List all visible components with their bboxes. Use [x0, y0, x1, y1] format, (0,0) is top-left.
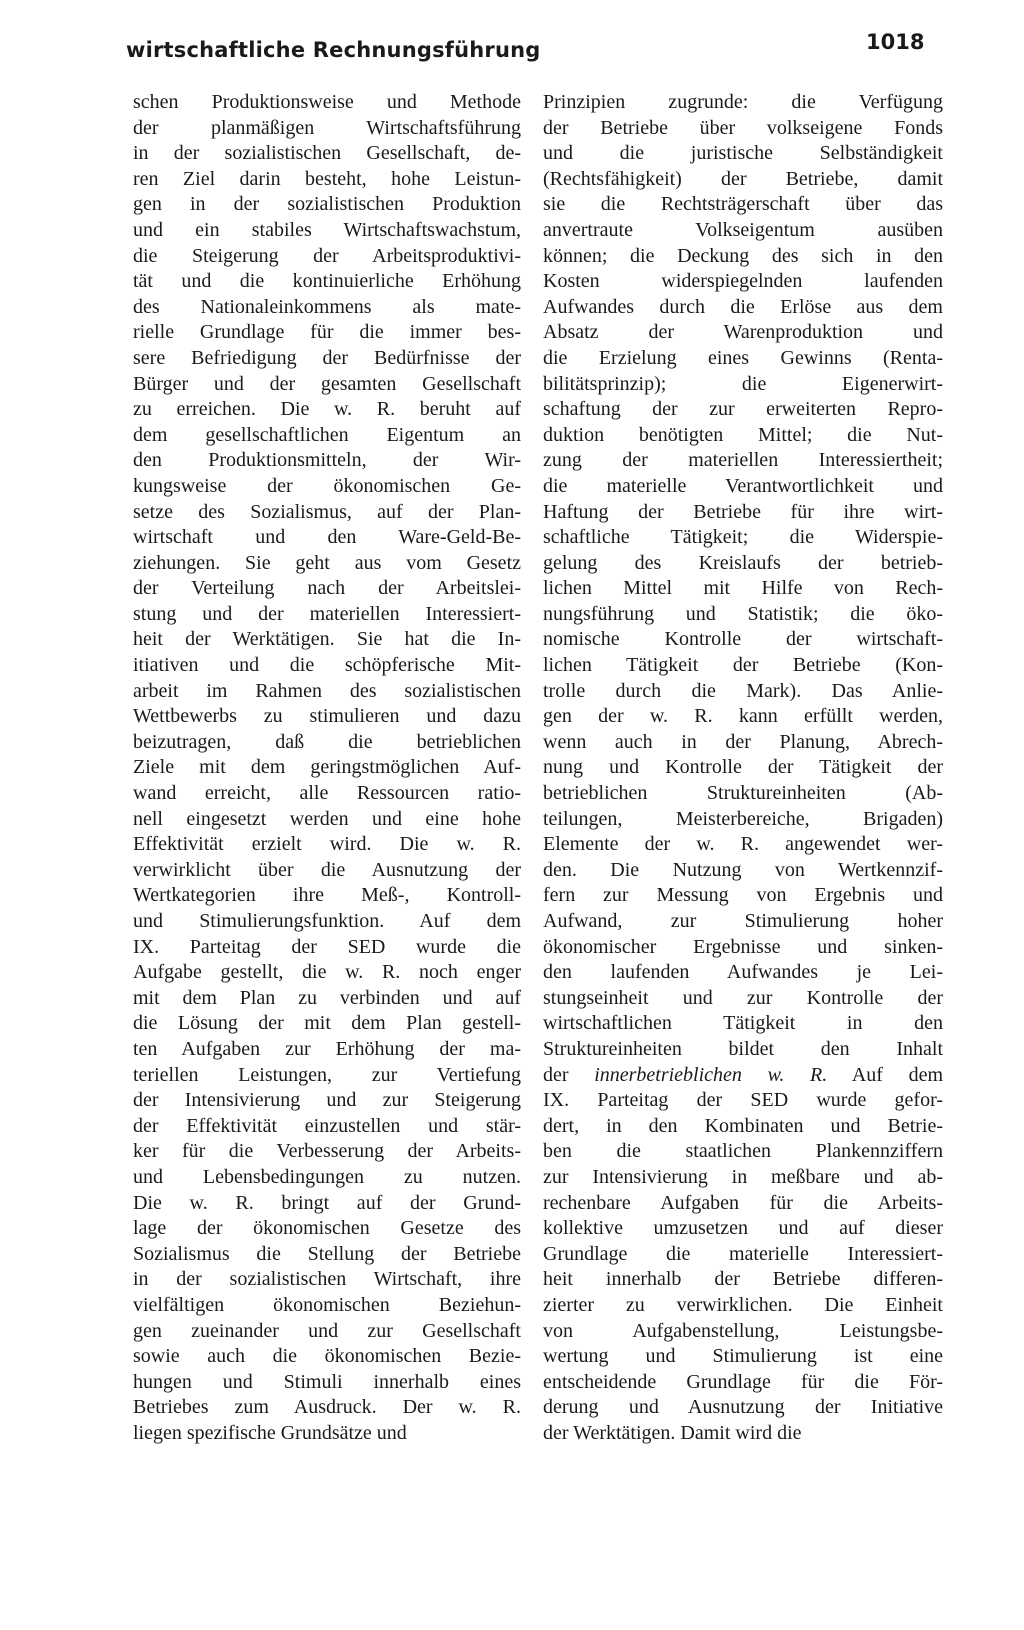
text-line: wenn auch in der Planung, Abrech-	[543, 730, 943, 753]
text-line: von Aufgabenstellung, Leistungsbe-	[543, 1319, 943, 1342]
text-line: zu erreichen. Die w. R. beruht auf	[133, 398, 521, 421]
text-fragment: Auf dem	[827, 1063, 943, 1086]
text-line: dem gesellschaftlichen Eigentum an	[133, 423, 521, 446]
text-line: Aufwand, zur Stimulierung hoher	[543, 910, 943, 932]
text-line: sere Befriedigung der Bedürfnisse der	[133, 346, 521, 369]
text-line: der Werktätigen. Damit wird die	[543, 1421, 802, 1444]
text-line: IX. Parteitag der SED wurde die	[133, 935, 521, 958]
text-line: wirtschaftlichen Tätigkeit in den	[543, 1012, 943, 1035]
text-line: Die w. R. bringt auf der Grund-	[133, 1191, 521, 1214]
text-line: Aufgabe gestellt, die w. R. noch enger	[133, 961, 521, 984]
text-line: und die juristische Selbständigkeit	[543, 142, 943, 165]
text-line: Effektivität erzielt wird. Die w. R.	[133, 833, 521, 856]
text-line: die materielle Verantwortlichkeit und	[543, 474, 943, 497]
text-line: anvertraute Volkseigentum ausüben	[543, 218, 943, 241]
text-line: den laufenden Aufwandes je Lei-	[543, 961, 943, 984]
running-header-title: wirtschaftliche Rechnungsführung	[126, 38, 541, 62]
text-fragment: der	[543, 1063, 595, 1086]
page-number: 1018	[866, 30, 925, 54]
text-column-right	[543, 90, 943, 1446]
text-line: verwirklicht über die Ausnutzung der	[133, 858, 521, 881]
text-line: des Nationaleinkommens als mate-	[133, 295, 521, 318]
text-line: Betriebes zum Ausdruck. Der w. R.	[133, 1396, 521, 1419]
text-line: lichen Mittel mit Hilfe von Rech-	[543, 577, 943, 600]
text-line: der Verteilung nach der Arbeitslei-	[133, 577, 521, 600]
text-line: nomische Kontrolle der wirtschaft-	[543, 628, 943, 651]
text-line: und Lebensbedingungen zu nutzen.	[133, 1165, 521, 1188]
text-line: zur Intensivierung in meßbare und ab-	[543, 1165, 943, 1188]
text-line: entscheidende Grundlage für die För-	[543, 1370, 943, 1393]
text-line: lichen Tätigkeit der Betriebe (Kon-	[543, 654, 943, 677]
text-line: der planmäßigen Wirtschaftsführung	[133, 116, 521, 139]
text-line: lage der ökonomischen Gesetze des	[133, 1217, 521, 1240]
text-line: rielle Grundlage für die immer bes-	[133, 321, 521, 344]
text-line: können; die Deckung des sich in den	[543, 244, 943, 267]
text-line: Prinzipien zugrunde: die Verfügung	[543, 91, 943, 113]
text-line: die Erzielung eines Gewinns (Renta-	[543, 346, 943, 369]
text-line: Ziele mit dem geringstmöglichen Auf-	[133, 756, 521, 779]
text-line: beizutragen, daß die betrieblichen	[133, 730, 521, 753]
text-line: gen zueinander und zur Gesellschaft	[133, 1319, 521, 1342]
text-line: und ein stabiles Wirtschaftswachstum,	[133, 218, 521, 241]
text-line: kungsweise der ökonomischen Ge-	[133, 474, 521, 497]
text-line: dert, in den Kombinaten und Betrie-	[543, 1114, 943, 1137]
text-line: den. Die Nutzung von Wertkennzif-	[543, 858, 943, 881]
text-line: stungseinheit und zur Kontrolle der	[543, 986, 943, 1009]
text-line: nell eingesetzt werden und eine hohe	[133, 807, 521, 830]
text-line: in der sozialistischen Wirtschaft, ihre	[133, 1268, 521, 1291]
text-line: ten Aufgaben zur Erhöhung der ma-	[133, 1037, 521, 1060]
text-line: (Rechtsfähigkeit) der Betriebe, damit	[543, 167, 943, 190]
text-line: gen in der sozialistischen Produktion	[133, 193, 521, 216]
text-line: Grundlage die materielle Interessiert-	[543, 1242, 943, 1265]
text-column-left	[133, 90, 521, 1446]
text-line: nungsführung und Statistik; die öko-	[543, 602, 943, 625]
text-line: rechenbare Aufgaben für die Arbeits-	[543, 1191, 943, 1214]
text-line: Absatz der Warenproduktion und	[543, 321, 943, 344]
text-line: itiativen und die schöpferische Mit-	[133, 654, 521, 677]
text-line: ren Ziel darin besteht, hohe Leistun-	[133, 167, 521, 190]
text-line: trolle durch die Mark). Das Anlie-	[543, 679, 943, 702]
text-line: betrieblichen Struktureinheiten (Ab-	[543, 782, 943, 805]
text-line: Struktureinheiten bildet den Inhalt	[543, 1037, 943, 1060]
text-line: vielfältigen ökonomischen Beziehun-	[133, 1293, 521, 1316]
text-line: den Produktionsmitteln, der Wir-	[133, 449, 521, 472]
text-line: und Stimulierungsfunktion. Auf dem	[133, 910, 521, 932]
text-line: die Steigerung der Arbeitsproduktivi-	[133, 244, 521, 267]
text-line: gelung des Kreislaufs der betrieb-	[543, 551, 943, 574]
text-line: sie die Rechtsträgerschaft über das	[543, 193, 943, 216]
text-line: heit der Werktätigen. Sie hat die In-	[133, 628, 521, 651]
text-line: schaftung der zur erweiterten Repro-	[543, 398, 943, 421]
text-line: sowie auch die ökonomischen Bezie-	[133, 1345, 521, 1368]
text-line: wirtschaft und den Ware-Geld-Be-	[133, 526, 521, 549]
text-line	[543, 1063, 943, 1089]
text-line: die Lösung der mit dem Plan gestell-	[133, 1012, 521, 1035]
text-line: zierter zu verwirklichen. Die Einheit	[543, 1293, 943, 1316]
text-line: IX. Parteitag der SED wurde gefor-	[543, 1089, 943, 1112]
text-line: Kosten widerspiegelnden laufenden	[543, 270, 943, 293]
text-line: zung der materiellen Interessiertheit;	[543, 449, 943, 472]
text-line: ziehungen. Sie geht aus vom Gesetz	[133, 551, 521, 574]
text-line: liegen spezifische Grundsätze und	[133, 1421, 407, 1444]
text-line: heit innerhalb der Betriebe differen-	[543, 1268, 943, 1291]
text-line: arbeit im Rahmen des sozialistischen	[133, 679, 521, 702]
text-line: kollektive umzusetzen und auf dieser	[543, 1217, 943, 1240]
text-line: Elemente der w. R. angewendet wer-	[543, 833, 943, 856]
text-line: schen Produktionsweise und Methode	[133, 91, 521, 113]
text-line: fern zur Messung von Ergebnis und	[543, 884, 943, 907]
text-line: gen der w. R. kann erfüllt werden,	[543, 705, 943, 728]
text-line: wand erreicht, alle Ressourcen ratio-	[133, 782, 521, 805]
text-line: teriellen Leistungen, zur Vertiefung	[133, 1063, 521, 1086]
text-line: der Effektivität einzustellen und stär-	[133, 1114, 521, 1137]
text-line: derung und Ausnutzung der Initiative	[543, 1396, 943, 1419]
text-line: ker für die Verbesserung der Arbeits-	[133, 1140, 521, 1163]
text-line: stung und der materiellen Interessiert-	[133, 602, 521, 625]
text-line: mit dem Plan zu verbinden und auf	[133, 986, 521, 1009]
text-line: nung und Kontrolle der Tätigkeit der	[543, 756, 943, 779]
text-line: hungen und Stimuli innerhalb eines	[133, 1370, 521, 1393]
text-line: wertung und Stimulierung ist eine	[543, 1345, 943, 1368]
text-line: schaftliche Tätigkeit; die Widerspie-	[543, 526, 943, 549]
text-line: Wettbewerbs zu stimulieren und dazu	[133, 705, 521, 728]
text-line: bilitätsprinzip); die Eigenerwirt-	[543, 372, 943, 395]
text-line: setze des Sozialismus, auf der Plan-	[133, 500, 521, 523]
italic-term: innerbetrieblichen w. R.	[594, 1063, 828, 1086]
text-line: der Betriebe über volkseigene Fonds	[543, 116, 943, 139]
text-line: duktion benötigten Mittel; die Nut-	[543, 423, 943, 446]
text-line: Wertkategorien ihre Meß-, Kontroll-	[133, 884, 521, 907]
text-line: Haftung der Betriebe für ihre wirt-	[543, 500, 943, 523]
text-line: ben die staatlichen Plankennziffern	[543, 1140, 943, 1163]
text-line: ökonomischer Ergebnisse und sinken-	[543, 935, 943, 958]
text-line: in der sozialistischen Gesellschaft, de-	[133, 142, 521, 165]
text-line: der Intensivierung und zur Steigerung	[133, 1089, 521, 1112]
text-line: teilungen, Meisterbereiche, Brigaden)	[543, 807, 943, 830]
text-line: Bürger und der gesamten Gesellschaft	[133, 372, 521, 395]
text-line: tät und die kontinuierliche Erhöhung	[133, 270, 521, 293]
text-line: Sozialismus die Stellung der Betriebe	[133, 1242, 521, 1265]
text-line: Aufwandes durch die Erlöse aus dem	[543, 295, 943, 318]
